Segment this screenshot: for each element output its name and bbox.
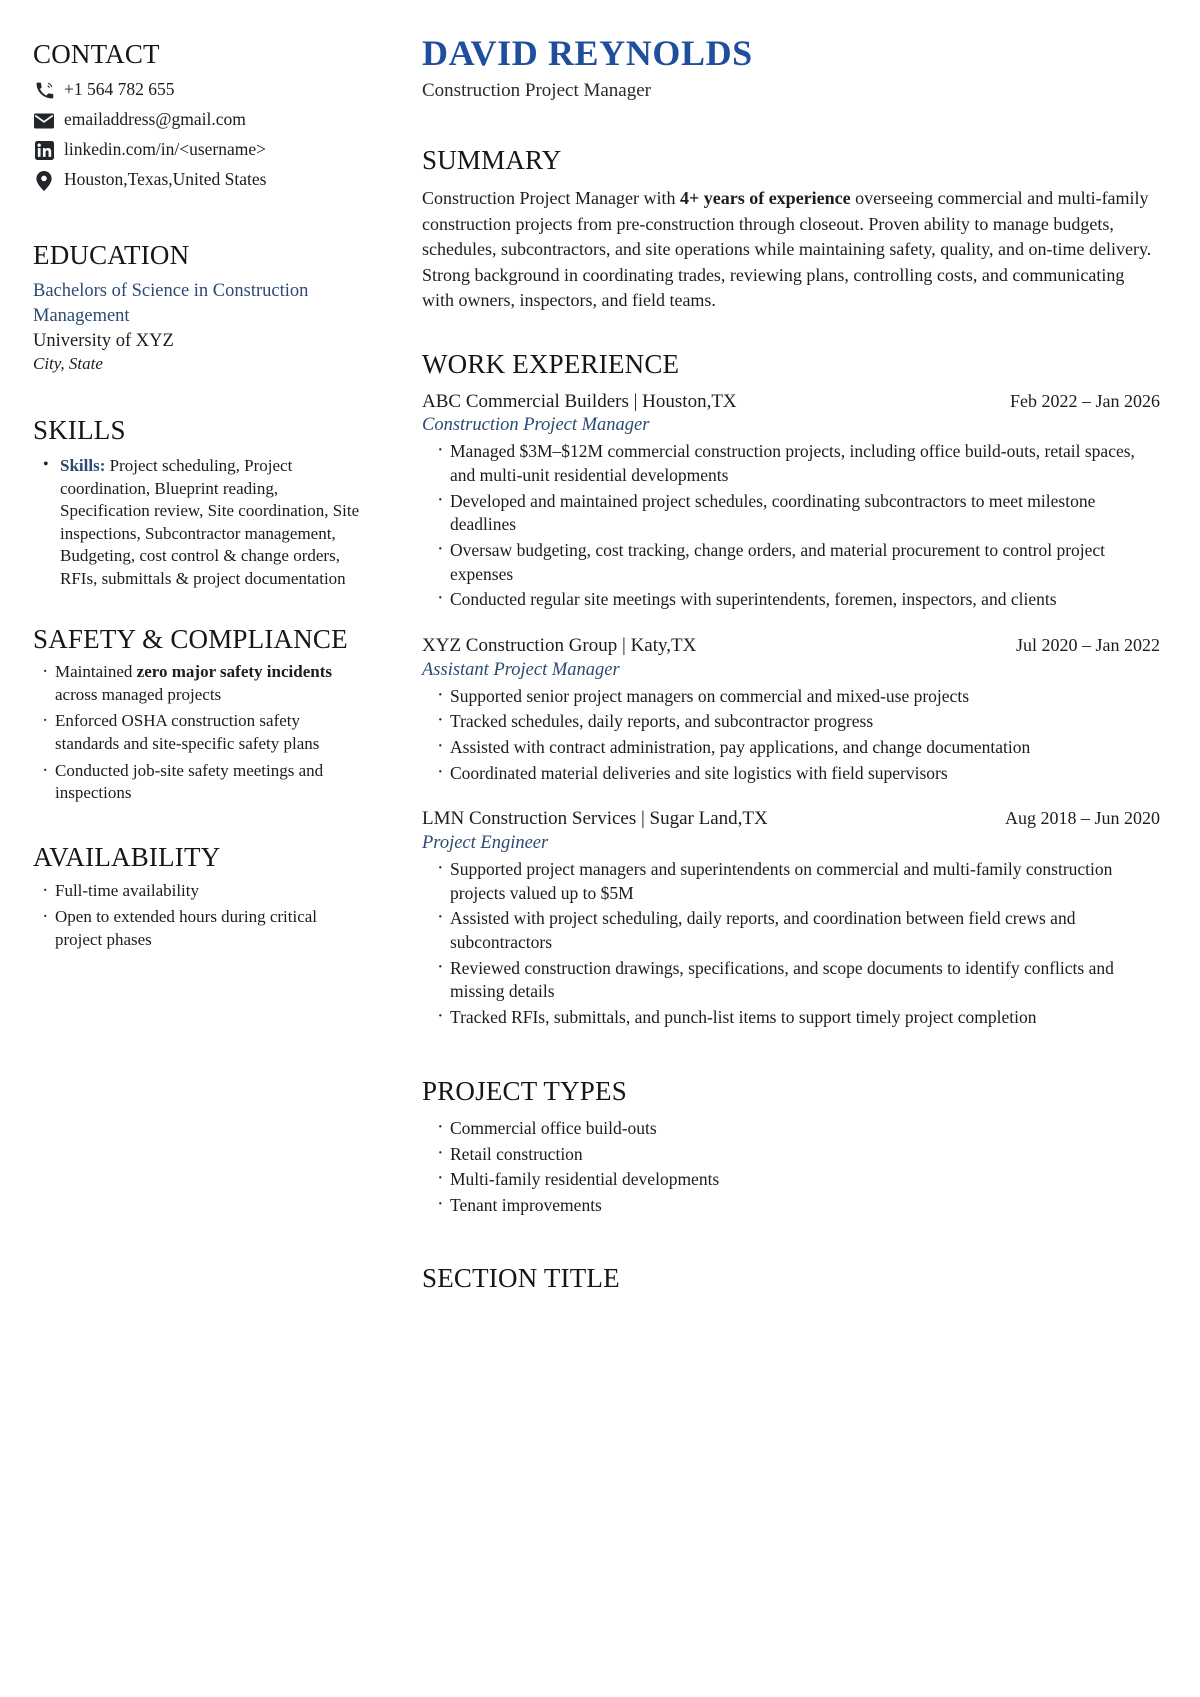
spacer	[422, 102, 1160, 146]
contact-email-text: emailaddress@gmail.com	[64, 108, 246, 129]
skills-section-heading: SKILLS	[33, 415, 126, 446]
list-item: · Oversaw budgeting, cost tracking, change orders, and material procurement to control project expenses	[450, 539, 1160, 586]
list-item: · Conducted regular site meetings with superintendents, foremen, inspectors, and clients	[450, 588, 1160, 612]
contact-list	[30, 79, 364, 191]
section-title-heading: SECTION TITLE	[422, 1262, 620, 1293]
contact-phone-text: +1 564 782 655	[64, 78, 175, 99]
work-experience-entry	[422, 634, 1160, 785]
work-experience-entry	[422, 390, 1160, 612]
location-pin-icon	[33, 171, 55, 191]
safety-item-0-bold: zero major safety incidents	[136, 662, 332, 682]
list-item	[55, 710, 364, 755]
page-title: DAVID REYNOLDS	[422, 33, 753, 73]
contact-item-linkedin	[33, 139, 364, 161]
job-dates: Jul 2020 – Jan 2022	[1016, 634, 1160, 655]
summary-section-heading: SUMMARY	[422, 145, 562, 176]
safety-item-1-text: Enforced OSHA construction safety standards and site-specific safety plans	[55, 711, 320, 754]
summary-text	[422, 186, 1160, 314]
job-title: Assistant Project Manager	[422, 659, 620, 680]
list-item	[60, 455, 364, 591]
contact-item-phone	[33, 79, 364, 101]
project-types-list	[422, 1117, 1160, 1218]
contact-item-email	[33, 109, 364, 131]
list-item: · Coordinated material deliveries and site logistics with field supervisors	[450, 762, 1160, 786]
education-degree: Bachelors of Science in Construction Management	[33, 281, 309, 326]
job-company: LMN Construction Services | Sugar Land,TX	[422, 808, 768, 830]
safety-item-0-pre: Maintained	[55, 662, 137, 682]
email-icon	[33, 111, 55, 131]
project-types-section-heading: PROJECT TYPES	[422, 1076, 627, 1107]
linkedin-icon	[33, 141, 55, 161]
spacer	[422, 1051, 1160, 1077]
contact-item-location	[33, 169, 364, 191]
list-item: · Tracked schedules, daily reports, and subcontractor progress	[450, 710, 1160, 734]
list-item: · Reviewed construction drawings, specifications, and scope documents to identify conflicts and missing details	[450, 957, 1160, 1004]
sidebar	[30, 34, 390, 955]
job-dates: Aug 2018 – Jun 2020	[1004, 808, 1160, 829]
list-item: · Managed $3M–$12M commercial construction projects, including office build-outs, retail spaces, and multi-unit residential developments	[450, 440, 1160, 487]
spacer	[422, 314, 1160, 350]
job-title: Construction Project Manager	[422, 415, 650, 436]
skills-label: Skills:	[60, 455, 106, 475]
list-item: · Commercial office build-outs	[450, 1117, 1160, 1141]
list-item: · Tenant improvements	[450, 1194, 1160, 1218]
list-item: · Multi-family residential developments	[450, 1168, 1160, 1192]
skills-text: Project scheduling, Project coordination, Blueprint reading, Specification review, Site coordination, Site inspections, Subcontractor management, Budgeting, cost control & change orders, RFIs, submittals & project documentation	[60, 455, 360, 588]
list-item	[55, 760, 364, 805]
list-item: · Retail construction	[450, 1143, 1160, 1167]
list-item	[55, 661, 364, 706]
summary-post: overseeing commercial and multi-family construction projects from pre-construction through closeout. Proven ability to manage budgets, schedules, subcontractors, and site operations while maintaining safety, quality, and on-time delivery. Strong background in coordinating trades, reviewing plans, controlling costs, and communicating with owners, inspectors, and field teams.	[422, 188, 1152, 311]
job-company: XYZ Construction Group | Katy,TX	[422, 634, 697, 656]
job-company: ABC Commercial Builders | Houston,TX	[422, 390, 737, 412]
job-header-row	[422, 634, 1160, 658]
job-bullet-list	[422, 440, 1160, 611]
availability-list	[30, 880, 364, 952]
skills-list	[30, 455, 364, 591]
job-bullet-list	[422, 858, 1160, 1029]
work-experience-entry	[422, 807, 1160, 1029]
contact-linkedin-text: linkedin.com/in/<username>	[64, 138, 266, 159]
list-item: · Supported senior project managers on commercial and mixed-use projects	[450, 685, 1160, 709]
safety-section-heading: SAFETY & COMPLIANCE	[33, 623, 348, 654]
safety-list	[30, 661, 364, 805]
spacer	[30, 809, 364, 843]
job-header-row	[422, 807, 1160, 831]
education-section-heading: EDUCATION	[33, 239, 190, 270]
job-title: Project Engineer	[422, 832, 549, 853]
job-headline: Construction Project Manager	[422, 79, 652, 101]
safety-item-2-text: Conducted job-site safety meetings and inspections	[55, 760, 324, 803]
list-item: · Developed and maintained project schedules, coordinating subcontractors to meet milestone deadlines	[450, 490, 1160, 537]
job-header-row	[422, 390, 1160, 414]
main-content	[390, 34, 1170, 1303]
summary-bold: 4+ years of experience	[679, 188, 851, 209]
phone-icon	[33, 81, 55, 101]
summary-pre: Construction Project Manager with	[422, 188, 680, 209]
education-school: University of XYZ	[33, 331, 174, 352]
spacer	[30, 199, 364, 241]
availability-section-heading: AVAILABILITY	[33, 841, 221, 872]
list-item: · Tracked RFIs, submittals, and punch-list items to support timely project completion	[450, 1006, 1160, 1030]
job-bullet-list	[422, 685, 1160, 786]
spacer	[30, 591, 364, 625]
spacer	[30, 374, 364, 416]
contact-section-heading: CONTACT	[33, 39, 160, 69]
list-item: · Supported project managers and superintendents on commercial and multi-family construction projects valued up to $5M	[450, 858, 1160, 905]
education-location: City, State	[33, 354, 103, 374]
spacer	[422, 1220, 1160, 1264]
contact-location-text: Houston,Texas,United States	[64, 168, 267, 189]
safety-item-0-post: across managed projects	[55, 684, 222, 704]
list-item: · Assisted with project scheduling, daily reports, and coordination between field crews and subcontractors	[450, 907, 1160, 954]
list-item: · Assisted with contract administration, pay applications, and change documentation	[450, 736, 1160, 760]
work-experience-section-heading: WORK EXPERIENCE	[422, 348, 680, 379]
list-item: · Open to extended hours during critical project phases	[55, 906, 364, 951]
list-item: · Full-time availability	[55, 880, 364, 903]
job-dates: Feb 2022 – Jan 2026	[1010, 390, 1160, 411]
